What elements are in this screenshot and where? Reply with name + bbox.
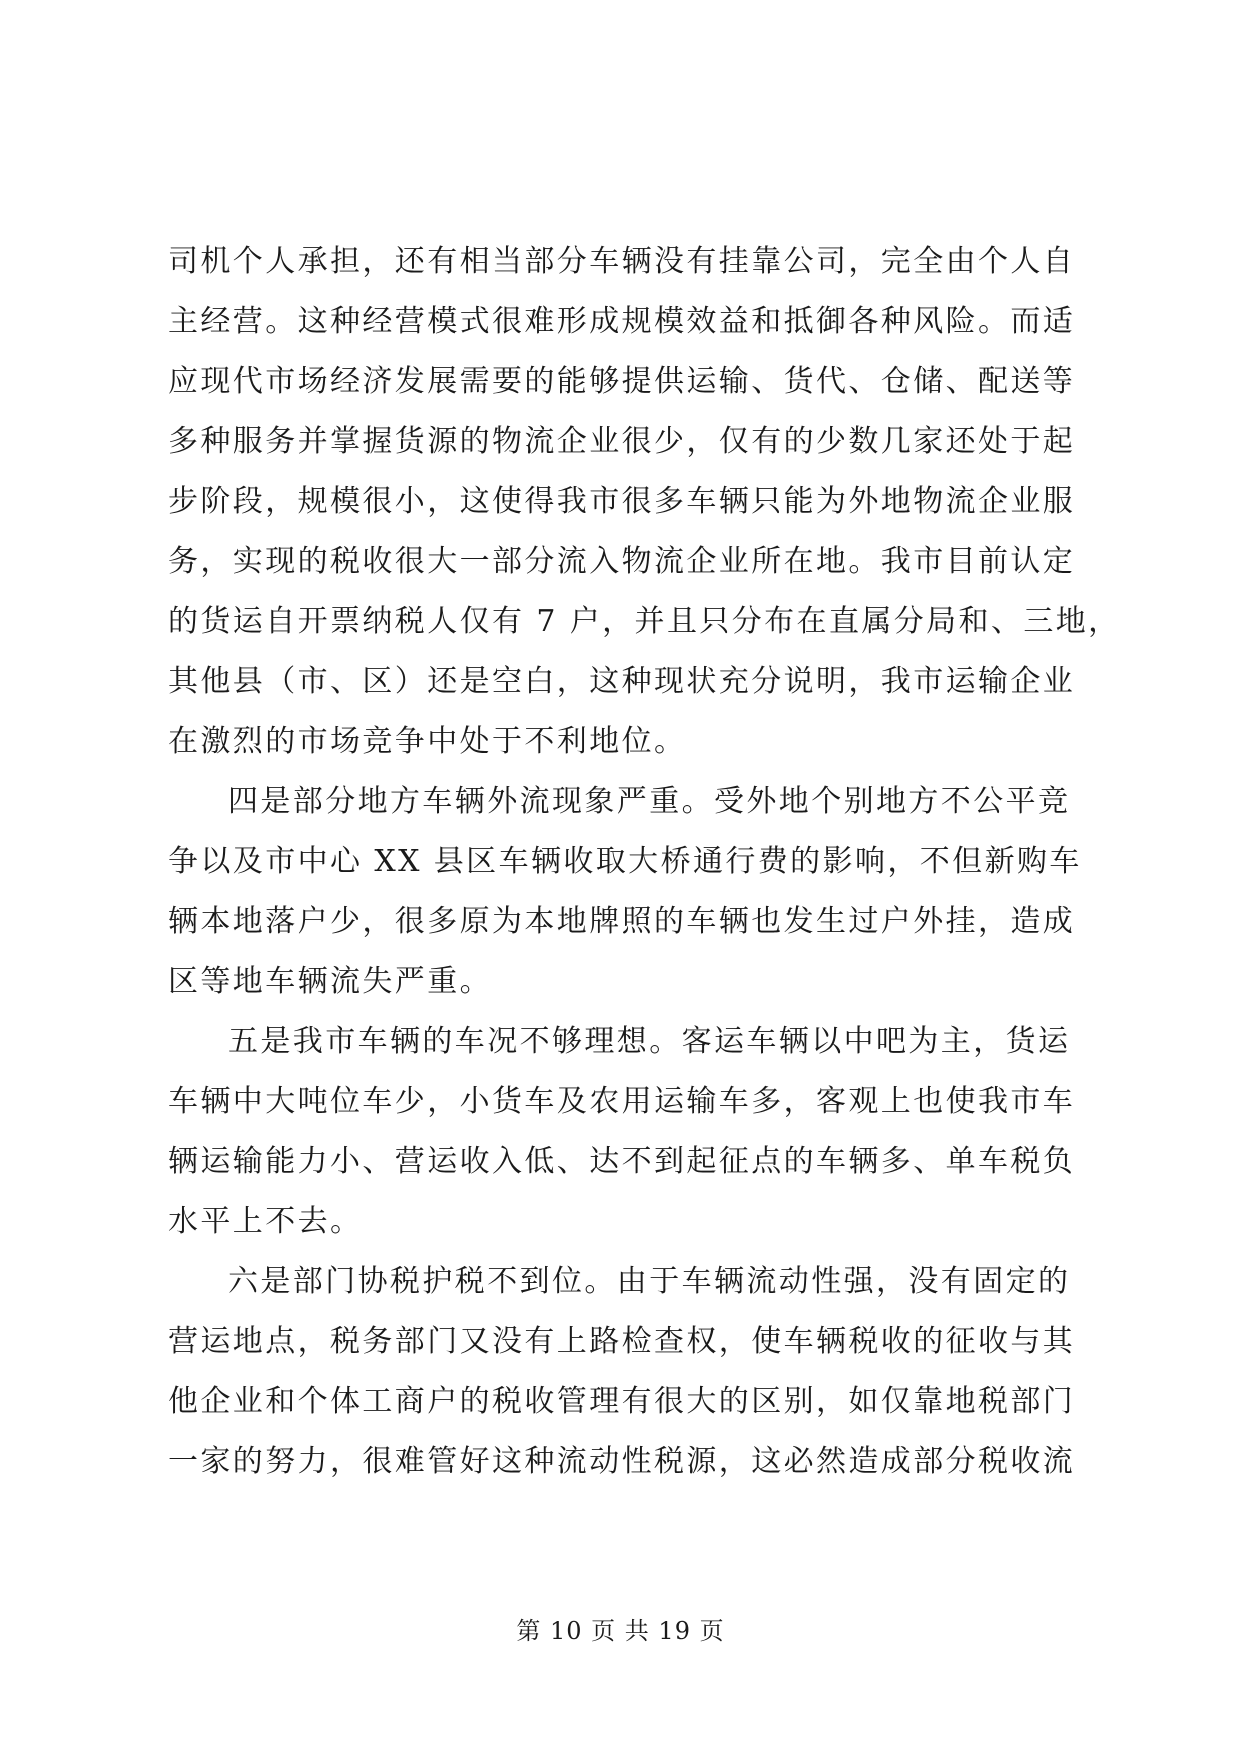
text-line: 区等地车辆流失严重。 <box>168 964 492 999</box>
text-line: 多种服务并掌握货源的物流企业很少，仅有的少数几家还处于起 <box>168 424 1076 459</box>
page-footer <box>0 1616 1241 1646</box>
text-line: 应现代市场经济发展需要的能够提供运输、货代、仓储、配送等 <box>168 364 1076 399</box>
text-line: 他企业和个体工商户的税收管理有很大的区别，如仅靠地税部门 <box>168 1384 1076 1419</box>
text-line: 争以及市中心 XX 县区车辆收取大桥通行费的影响，不但新购车 <box>168 844 1082 879</box>
paragraph-start-line: 四是部分地方车辆外流现象严重。受外地个别地方不公平竞 <box>228 784 1071 819</box>
text-line: 一家的努力，很难管好这种流动性税源，这必然造成部分税收流 <box>168 1444 1076 1479</box>
text-line: 司机个人承担，还有相当部分车辆没有挂靠公司，完全由个人自 <box>168 244 1076 279</box>
text-line: 步阶段，规模很小，这使得我市很多车辆只能为外地物流企业服 <box>168 484 1076 519</box>
text-line: 辆运输能力小、营运收入低、达不到起征点的车辆多、单车税负 <box>168 1144 1076 1179</box>
paragraph-start-line: 五是我市车辆的车况不够理想。客运车辆以中吧为主，货运 <box>228 1024 1071 1059</box>
paragraph-start-line: 六是部门协税护税不到位。由于车辆流动性强，没有固定的 <box>228 1264 1071 1299</box>
text-line: 车辆中大吨位车少，小货车及农用运输车多，客观上也使我市车 <box>168 1084 1076 1119</box>
text-line: 在激烈的市场竞争中处于不利地位。 <box>168 724 687 759</box>
text-line: 营运地点，税务部门又没有上路检查权，使车辆税收的征收与其 <box>168 1324 1076 1359</box>
text-line: 水平上不去。 <box>168 1204 363 1239</box>
text-line: 主经营。这种经营模式很难形成规模效益和抵御各种风险。而适 <box>168 304 1076 339</box>
text-line: 的货运自开票纳税人仅有 7 户，并且只分布在直属分局和、三地， <box>168 604 1121 639</box>
text-line: 辆本地落户少，很多原为本地牌照的车辆也发生过户外挂，造成 <box>168 904 1076 939</box>
text-line: 其他县（市、区）还是空白，这种现状充分说明，我市运输企业 <box>168 664 1076 699</box>
text-line: 务，实现的税收很大一部分流入物流企业所在地。我市目前认定 <box>168 544 1076 579</box>
page-number-label: 第 10 页 共 19 页 <box>516 1617 725 1645</box>
body-text <box>168 232 1121 1492</box>
